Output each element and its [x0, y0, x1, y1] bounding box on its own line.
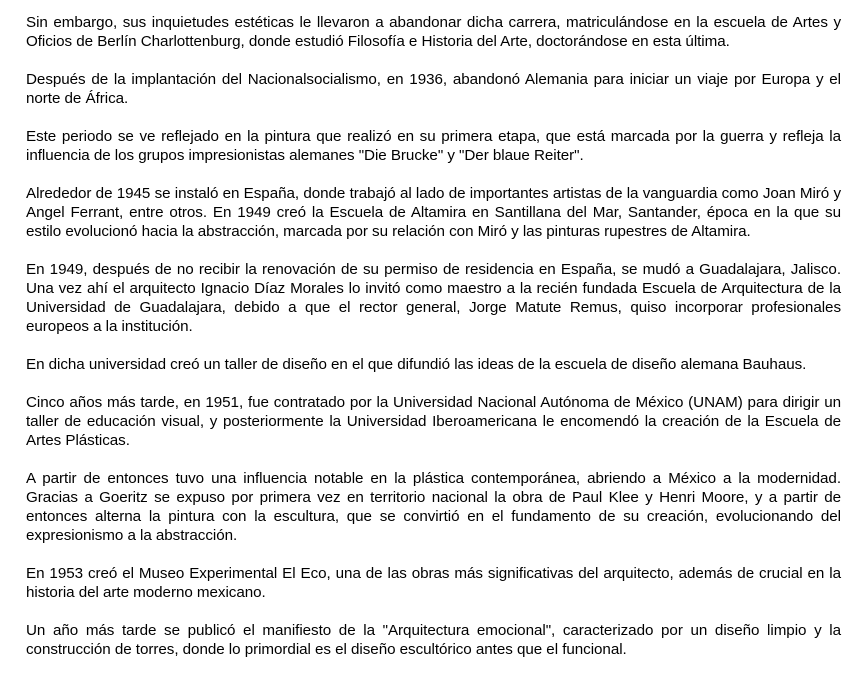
- paragraph-spain: Alrededor de 1945 se instaló en España, donde trabajó al lado de importantes artistas de la vanguardia como Joan Miró y Angel Ferrant, entre otros. En 1949 creó la Escuela de Altamira en Santillana del Mar, Santander, época en la que su estilo evolucionó hacia la abstracción, marcada por su relación con Miró y las pinturas rupestres de Altamira.: [26, 185, 841, 240]
- paragraph-leaving-germany: Después de la implantación del Nacionalsocialismo, en 1936, abandonó Alemania para iniciar un viaje por Europa y el norte de África.: [26, 71, 841, 107]
- paragraph-first-stage: Este periodo se ve reflejado en la pintura que realizó en su primera etapa, que está marcada por la guerra y refleja la influencia de los grupos impresionistas alemanes "Die Brucke" y "Der blaue Reiter".: [26, 128, 841, 164]
- article-body: [26, 13, 841, 678]
- paragraph-el-eco: En 1953 creó el Museo Experimental El Eco, una de las obras más significativas del arquitecto, además de crucial en la historia del arte moderno mexicano.: [26, 565, 841, 601]
- paragraph-career-change: Sin embargo, sus inquietudes estéticas le llevaron a abandonar dicha carrera, matriculándose en la escuela de Artes y Oficios de Berlín Charlottenburg, donde estudió Filosofía e Historia del Arte, doctorándose en esta última.: [26, 14, 841, 50]
- paragraph-guadalajara: En 1949, después de no recibir la renovación de su permiso de residencia en España, se mudó a Guadalajara, Jalisco. Una vez ahí el arquitecto Ignacio Díaz Morales lo invitó como maestro a la recién fundada Escuela de Arquitectura de la Universidad de Guadalajara, debido a que el rector general, Jorge Matute Remus, quiso incorporar profesionales europeos a la institución.: [26, 261, 841, 335]
- paragraph-manifesto: Un año más tarde se publicó el manifiesto de la "Arquitectura emocional", caracterizado por un diseño limpio y la construcción de torres, donde lo primordial es el diseño escultórico antes que el funcional.: [26, 622, 841, 658]
- paragraph-bauhaus-workshop: En dicha universidad creó un taller de diseño en el que difundió las ideas de la escuela de diseño alemana Bauhaus.: [26, 356, 807, 373]
- paragraph-unam: Cinco años más tarde, en 1951, fue contratado por la Universidad Nacional Autónoma de México (UNAM) para dirigir un taller de educación visual, y posteriormente la Universidad Iberoamericana le encomendó la creación de la Escuela de Artes Plásticas.: [26, 394, 841, 449]
- paragraph-modernity: A partir de entonces tuvo una influencia notable en la plástica contemporánea, abriendo a México a la modernidad. Gracias a Goeritz se expuso por primera vez en territorio nacional la obra de Paul Klee y Henri Moore, y a partir de entonces alterna la pintura con la escultura, que se convirtió en el fundamento de su creación, evolucionando del expresionismo a la abstracción.: [26, 470, 841, 544]
